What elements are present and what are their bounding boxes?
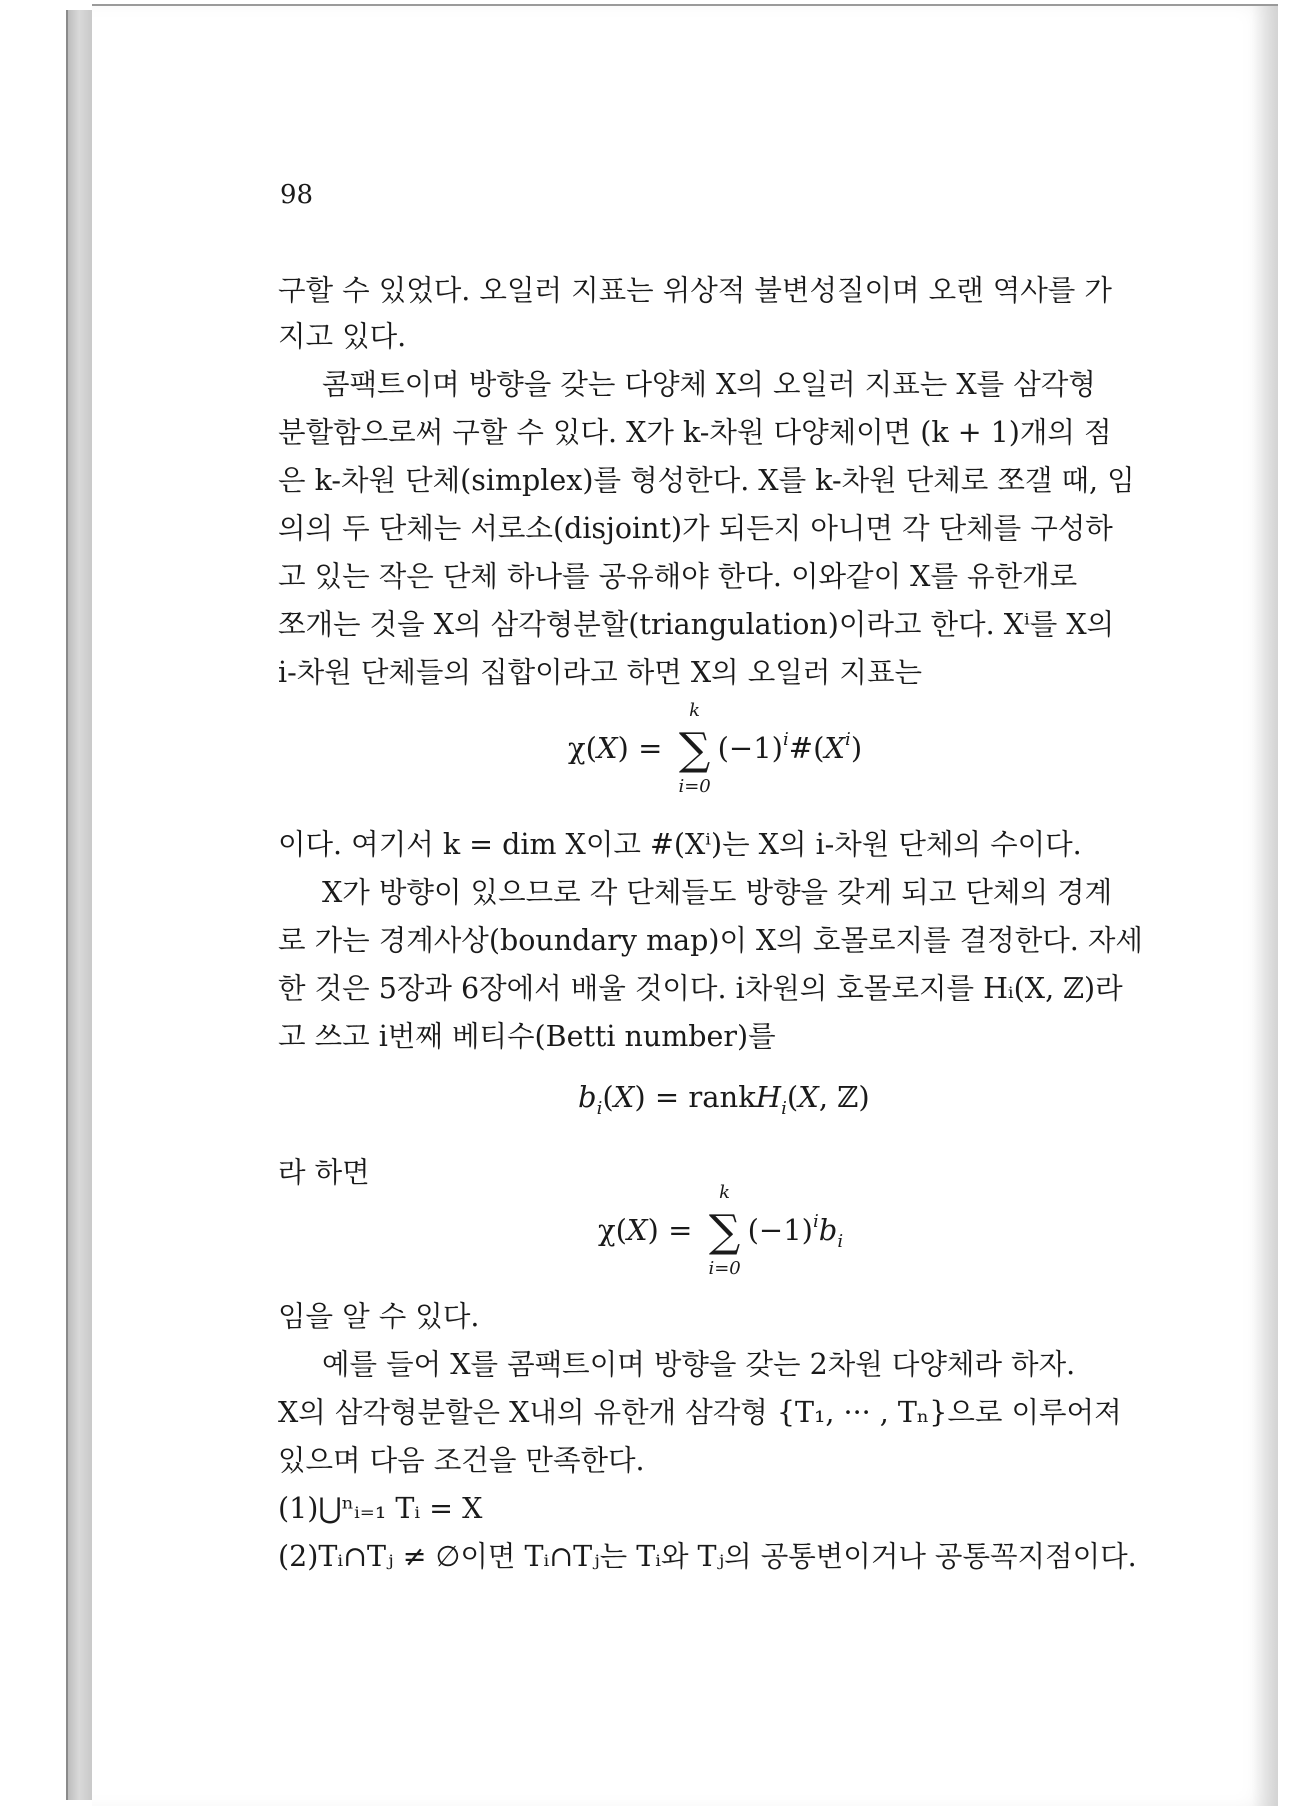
text-line-14: 고 쓰고 i번째 베티수(Betti number)를: [278, 1020, 776, 1053]
text-line-16: 임을 알 수 있다.: [278, 1300, 480, 1333]
page-number: 98: [280, 180, 314, 210]
text-line-1: 구할 수 있었다. 오일러 지표는 위상적 불변성질이며 오랜 역사를 가: [278, 274, 1112, 307]
text-line-13: 한 것은 5장과 6장에서 배울 것이다. i차원의 호몰로지를 Hᵢ(X, ℤ)라: [278, 972, 1123, 1005]
equation-euler-betti: χ(X) = k ∑ i=0 $(-1)^ib_i$: [598, 1182, 844, 1279]
text-line-8: 쪼개는 것을 X의 삼각형분할(triangulation)이라고 한다. Xⁱ를 X의: [278, 608, 1115, 641]
text-line-9: i-차원 단체들의 집합이라고 하면 X의 오일러 지표는: [278, 656, 923, 689]
equation-euler-sum: χ(X) = k ∑ i=0 $(-1)^i\#(X^i)$: [568, 700, 863, 797]
text-line-20: (1)⋃ⁿᵢ₌₁ Tᵢ = X: [278, 1492, 483, 1525]
text-line-12: 로 가는 경계사상(boundary map)이 X의 호몰로지를 결정한다. 자세: [278, 924, 1143, 957]
text-line-5: 은 k-차원 단체(simplex)를 형성한다. X를 k-차원 단체로 쪼갤 때, 임: [278, 464, 1135, 497]
text-line-15: 라 하면: [278, 1156, 370, 1189]
text-line-6: 의의 두 단체는 서로소(disjoint)가 되든지 아니면 각 단체를 구성하: [278, 512, 1113, 545]
page-shadow: [1252, 6, 1278, 1806]
text-line-17: 예를 들어 X를 콤팩트이며 방향을 갖는 2차원 다양체라 하자.: [322, 1348, 1076, 1381]
text-line-4: 분할함으로써 구할 수 있다. X가 k-차원 다양체이면 (k + 1)개의 점: [278, 416, 1112, 449]
text-line-7: 고 있는 작은 단체 하나를 공유해야 한다. 이와같이 X를 유한개로: [278, 560, 1078, 593]
equation-betti: $b_i(X)$ = rankH$_i$(X, ℤ): [578, 1080, 870, 1119]
eq1-lhs: χ(X) =: [568, 731, 672, 765]
text-line-18: X의 삼각형분할은 X내의 유한개 삼각형 {T₁, ··· , Tₙ}으로 이루어져: [278, 1396, 1122, 1429]
text-line-11: X가 방향이 있으므로 각 단체들도 방향을 갖게 되고 단체의 경계: [322, 876, 1113, 909]
eq3-sum: k ∑ i=0: [708, 1182, 741, 1279]
text-line-2: 지고 있다.: [278, 320, 407, 353]
text-line-19: 있으며 다음 조건을 만족한다.: [278, 1444, 645, 1477]
eq1-sum: k ∑ i=0: [678, 700, 711, 797]
text-line-3: 콤팩트이며 방향을 갖는 다양체 X의 오일러 지표는 X를 삼각형: [322, 368, 1096, 401]
text-line-10: 이다. 여기서 k = dim X이고 #(Xⁱ)는 X의 i-차원 단체의 수이다.: [278, 828, 1082, 861]
text-line-21: (2)Tᵢ∩Tⱼ ≠ ∅이면 Tᵢ∩Tⱼ는 Tᵢ와 Tⱼ의 공통변이거나 공통꼭지점이다.: [278, 1540, 1137, 1573]
